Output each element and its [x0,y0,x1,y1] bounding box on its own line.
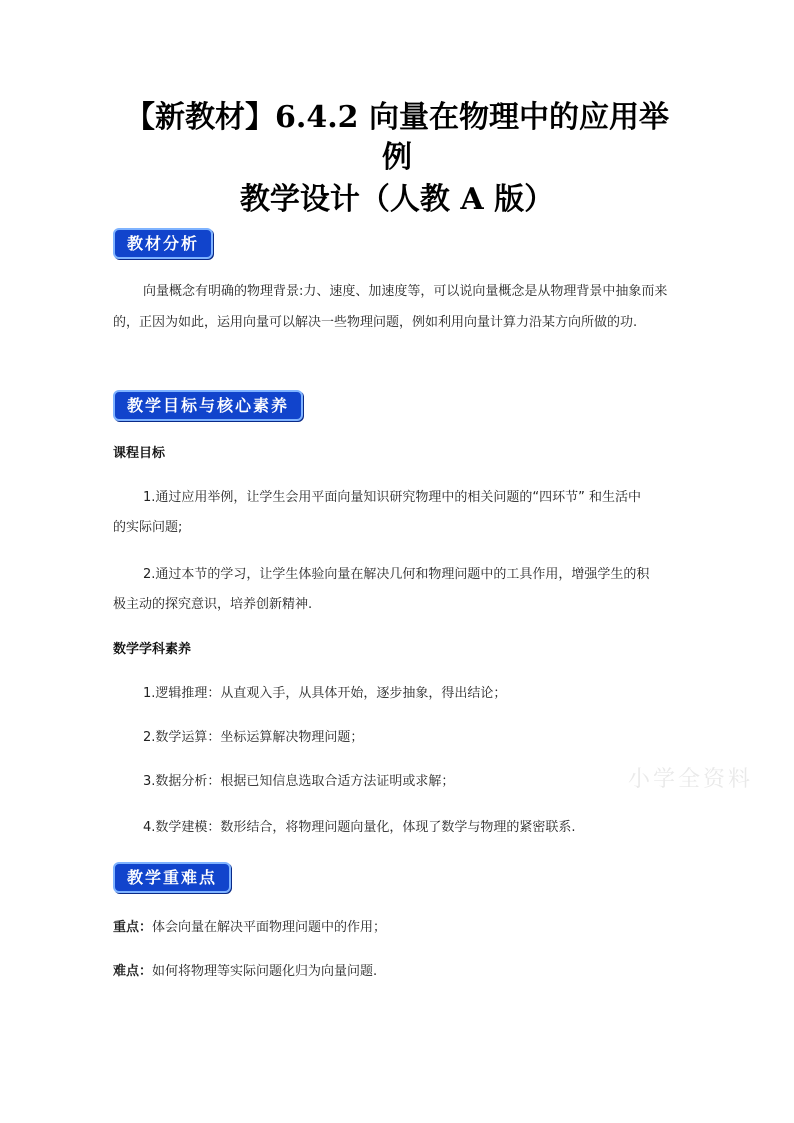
literacy-item-4: 4.数学建模：数形结合，将物理问题向量化，体现了数学与物理的紧密联系. [143,820,576,835]
literacy-heading: 数学学科素养 [113,642,192,657]
goal-2-line-2: 极主动的探究意识，培养创新精神. [113,597,313,612]
analysis-paragraph: 向量概念有明确的物理背景:力、速度、加速度等，可以说向量概念是从物理背景中抽象而来的，正因为如此，运用向量可以解决一些物理问题，例如利用向量计算力沿某方向所做的功. [113,284,668,330]
literacy-item-1: 1.逻辑推理：从直观入手，从具体开始，逐步抽象，得出结论； [143,686,507,701]
document-title-line-3: 教学设计（人教 A 版） [239,182,555,217]
literacy-item-2: 2.数学运算：坐标运算解决物理问题； [143,730,364,745]
focus-text: 体会向量在解决平面物理问题中的作用； [152,920,387,935]
difficulty-row [113,962,689,982]
goal-2-line-1: 2.通过本节的学习，让学生体验向量在解决几何和物理问题中的工具作用，增强学生的积 [143,567,650,582]
focus-label: 重点： [113,920,153,935]
section-badge-analysis: 教材分析 [113,228,213,259]
difficulty-text: 如何将物理等实际问题化归为向量问题. [152,964,378,979]
course-goals-heading: 课程目标 [113,446,166,461]
literacy-item-3: 3.数据分析：根据已知信息选取合适方法证明或求解； [143,774,455,789]
section-badge-goals: 教学目标与核心素养 [113,390,303,421]
goal-1-line-1: 1.通过应用举例，让学生会用平面向量知识研究物理中的相关问题的“四环节” 和生活中 [143,490,642,505]
document-title-line-1: 【新教材】6.4.2 向量在物理中的应用举 [125,100,669,135]
watermark-text: 小学全资料 [628,767,754,792]
goal-1-line-2: 的实际问题; [113,520,183,535]
focus-row [113,918,689,938]
document-title-line-2: 例 [382,140,412,175]
section-badge-keypoints: 教学重难点 [113,862,231,893]
difficulty-label: 难点： [113,964,153,979]
